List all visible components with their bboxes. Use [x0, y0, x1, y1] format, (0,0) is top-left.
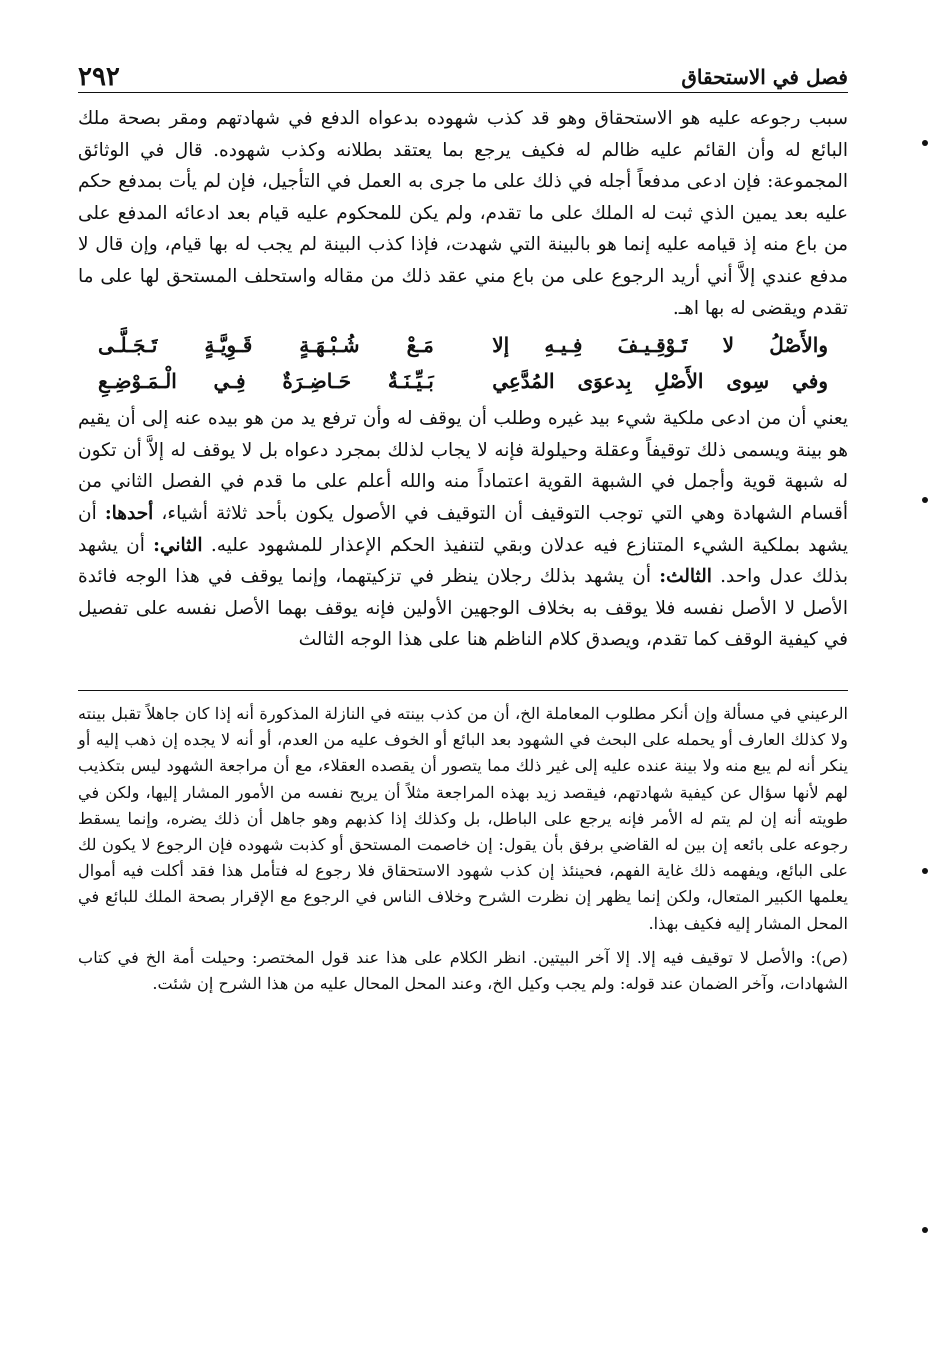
paragraph-1: سبب رجوعه عليه هو الاستحقاق وهو قد كذب شهوده بدعواه الدفع في شهادتهم ومقر بصحة ملك البائع له وأن القائم عليه ظالم له فكيف يرجع بما يعتقد بطلانه وكذب شهوده. قال في الوثائق المجموعة: فإن ادعى مدفعاً أجله في ذلك على ما جرى به العمل في التأجيل، فإن لم يأت بمدفع حكم عليه بعد يمين الذي ثبت له الملك على ما تقدم، ولم يكن للمحكوم عليه قيام بعد ادعائه المدفع على من باع منه إذ قيامه عليه إنما هو بالبينة التي شهدت، فإذا كذب البينة لم يجب له بها قيام، وإن قال لا مدفع عندي إلاَّ أني أريد الرجوع على من باع مني عقد ذلك من مقاله واستحلف المستحق لها على ما تقدم ويقضى له بها اهـ.: [78, 108, 848, 319]
keyword-third: الثالث:: [659, 566, 712, 588]
keyword-first: أحدها:: [104, 502, 154, 524]
commentary-text-4: أن يشهد بذلك رجلان ينظر في تزكيتهما، وإنما يوقف في هذا الوجه فائدة الأصل لا الأصل نفسه فلا يوقف به بخلاف الوجهين الأولين فإنه يوقف بهما الأصل نفسه على تفصيل في كيفية الوقف كما تقدم، ويصدق كلام الناظم هنا على هذا الوجه الثالث: [78, 566, 848, 651]
margin-mark: [922, 1227, 928, 1233]
page-header: [78, 56, 848, 93]
verse-2-second-hemistich: بَـيِّـنَـةٌ حَـاضِـرَةٌ فِـي الْـمَـوْضِـعِ: [98, 369, 434, 394]
verse-1-first-hemistich: والأَصْلُ لا تَـوْقِـيـفَ فِـيـهِ إلا: [492, 333, 828, 358]
margin-mark: [922, 497, 928, 503]
footnote-divider: [78, 690, 848, 691]
verse-2: [78, 363, 848, 399]
running-title: فصل في الاستحقاق: [681, 65, 848, 89]
book-page: [78, 56, 848, 997]
keyword-second: الثاني:: [153, 534, 203, 556]
page-number: ٢٩٢: [78, 62, 120, 92]
commentary-text-3: أن يشهد بذلك عدل واحد.: [78, 534, 848, 588]
commentary-paragraph: [78, 403, 848, 656]
commentary-text-1: يعني أن من ادعى ملكية شيء بيد غيره وطلب أن يوقف له وأن ترفع يد من هو بيده عنه إلى أن يقيم هو بينة ويسمى ذلك توقيفاً وعقلة وحيلولة فإنه لا يجاب لذلك بمجرد دعواه بل لا يوقف له إلاَّ أن تكون له شبهة قوية وأجمل في الشبهة القوية اعتماداً منه والله أعلم على ما قدم في الفصل الثاني من أقسام الشهادة وهي التي توجب التوقيف أن التوقيف في الأصول يكون بأحد ثلاثة أشياء،: [78, 408, 848, 524]
margin-mark: [922, 868, 928, 874]
margin-mark: [922, 140, 928, 146]
commentary-text-2: أن يشهد بملكية الشيء المتنازع فيه عدلان وبقي لتنفيذ الحكم الإعذار للمشهود عليه.: [78, 502, 848, 556]
footnotes: [78, 701, 848, 997]
verse-1: [78, 327, 848, 363]
poem-verses: [78, 327, 848, 399]
verse-1-second-hemistich: مَـعْ شُـبْـهَـةٍ قَـوِيَّـةٍ تَـجَـلَّـى: [98, 333, 434, 358]
verse-2-first-hemistich: وفي سِوى الأَصْلِ بِدعوَى المُدَّعِي: [492, 369, 828, 394]
footnote-2: (ص): والأصل لا توقيف فيه إلا. إلا آخر البيتين. انظر الكلام على هذا عند قول المختصر: وحيلت أمة الخ في كتاب الشهادات، وآخر الضمان عند قوله: ولم يجب وكيل الخ، وعند المحل المحال عليه من هذا الشرح إن شئت.: [78, 947, 848, 993]
main-text: [78, 103, 848, 656]
footnote-1: الرعيني في مسألة وإن أنكر مطلوب المعاملة الخ، أن من كذب بينته في النازلة المذكورة أنه إذا كان جاهلاً تقبل بينته ولا كذلك العارف أو يحمله على البحث في الشهود بعد البائع أو الخوف عليه من العدم، أو أنه لا يجده إن ذهب إليه أو ينكر أنه لم يبع منه ولا بينة عنده عليه إلى غير ذلك مما يتصور أن يقصده العقلاء، مع أن مراجعة الشهود ليس بتكذيب لهم لأنها سؤال عن كيفية شهادتهم، فيقصد زيد بهذه المراجعة مثلاً أن يريح نفسه من الأمور المشار إليها، ولكن في طويته أنه إن لم يتم له الأمر فإنه يرجع على الباطل، بل وكذلك إذا كذبهم وهو جاهل أن ذلك يضره، وإنما يسقط رجوعه على بائعه إن بين له القاضي برفق بأن يقول: إن خاصمت المستحق أو كذبت شهوده فإن الرجوع لا يكون لك على البائع، ويفهمه ذلك غاية الفهم، فحينئذ إن كذب شهود الاستحقاق فلا رجوع له فتأمل هذا فقد أكلت فيه أموال يعلمها الكبير المتعال، ولكن إنما يظهر إن نظرت الشرح وخلاف الناس في الرجوع مع الإقرار بصحة الملك للبائع في المحل المشار إليه فكيف بهذا.: [78, 703, 848, 933]
